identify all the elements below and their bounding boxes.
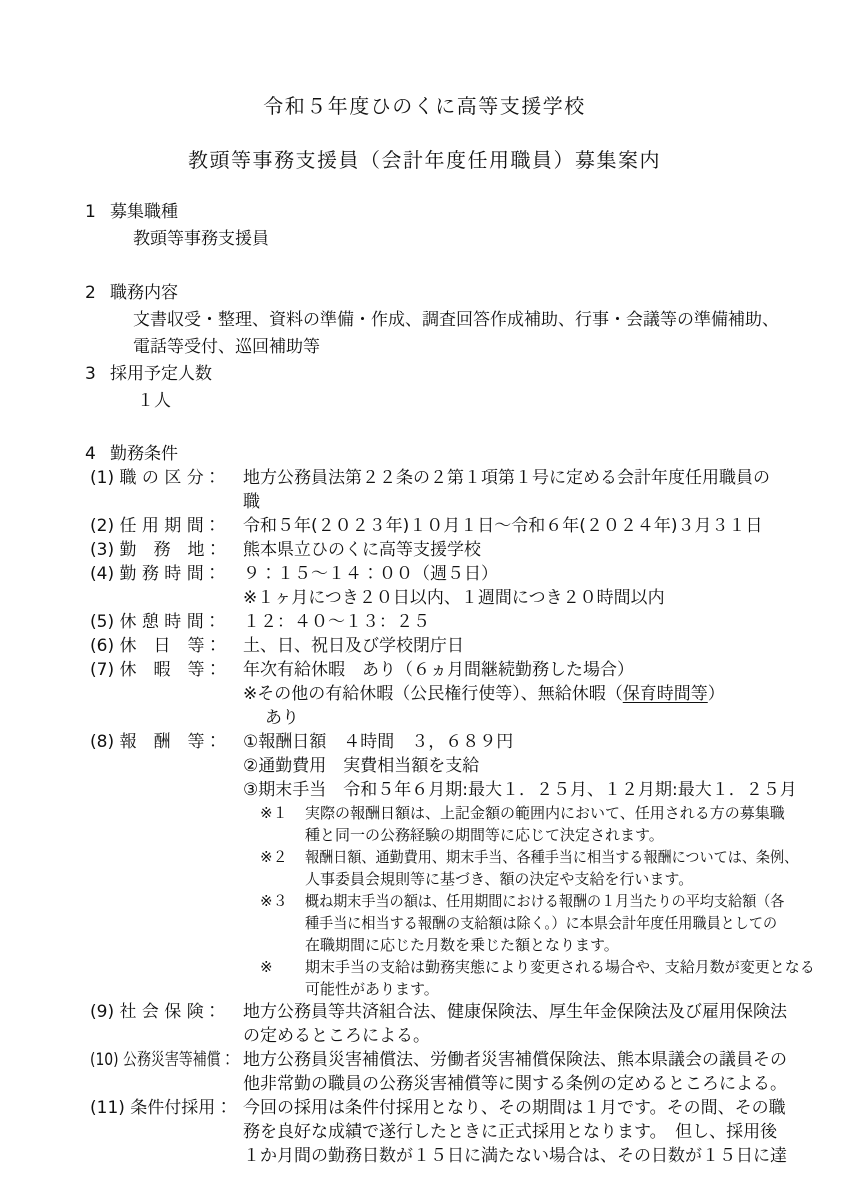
section-4-conditions	[85, 442, 821, 1168]
remuneration-notes	[260, 802, 821, 1000]
note-marker: ※	[260, 958, 273, 976]
condition-label-5: (5) 休 憩 時 間：	[90, 612, 221, 632]
condition-text: ①報酬日額 ４時間 ３，６８９円	[243, 732, 514, 752]
note-text: 可能性があります。	[305, 980, 439, 998]
section-1-line: 教頭等事務支援員	[133, 229, 269, 249]
condition-label-6: (6) 休 日 等：	[90, 636, 222, 656]
condition-row-2	[90, 514, 821, 538]
note-text: 種手当に相当する報酬の支給額は除く。）に本県会計年度任用職員としての	[305, 914, 778, 932]
condition-text: 熊本県立ひのくに高等支援学校	[243, 540, 481, 560]
section-1-number: 1	[85, 202, 96, 222]
section-2-line: 文書収受・整理、資料の準備・作成、調査回答作成補助、行事・会議等の準備補助、	[133, 310, 779, 330]
condition-label-2: (2) 任 用 期 間：	[90, 516, 221, 536]
section-1-heading: 募集職種	[110, 202, 178, 222]
condition-text: 地方公務員法第２２条の２第１項第１号に定める会計年度任用職員の	[243, 468, 770, 488]
note-text: 報酬日額、通勤費用、期末手当、各種手当に相当する報酬については、条例、	[305, 848, 799, 866]
condition-label-9: (9) 社 会 保 険：	[90, 1002, 221, 1022]
note-2	[260, 846, 821, 890]
note-1	[260, 802, 821, 846]
note-text: 実際の報酬日額は、上記金額の範囲内において、任用される方の募集職	[305, 804, 785, 822]
condition-note: あり	[265, 708, 299, 728]
condition-text: 務を良好な成績で遂行したときに正式採用となります。 但し、採用後	[243, 1122, 778, 1142]
section-2-heading: 職務内容	[110, 283, 178, 303]
document-subtitle: 教頭等事務支援員（会計年度任用職員）募集案内	[188, 148, 661, 172]
section-4-heading-row	[85, 442, 821, 466]
section-4-number: 4	[85, 444, 96, 464]
condition-row-6	[90, 634, 821, 658]
blank-line	[85, 415, 821, 442]
note-marker: ※２	[260, 848, 288, 866]
note-4	[260, 956, 821, 1000]
condition-text: 他非常勤の職員の公務災害補償等に関する条例の定めるところによる。	[243, 1074, 787, 1094]
note-text: 人事委員会規則等に基づき、額の決定や支給を行います。	[305, 870, 694, 888]
condition-row-3	[90, 538, 821, 562]
underlined-text: 保育時間等	[622, 684, 708, 704]
section-3-line: １人	[137, 391, 171, 411]
condition-row-5	[90, 610, 821, 634]
note-3	[260, 890, 821, 956]
condition-text: ③期末手当 令和５年６月期:最大１．２５月、１２月期:最大１．２５月	[243, 780, 797, 800]
condition-label-10: (10) 公務災害等補償：	[90, 1050, 235, 1070]
section-1-heading-row	[85, 199, 821, 226]
condition-text: 今回の採用は条件付採用となり、その期間は１月です。その間、その職	[243, 1098, 786, 1118]
condition-text: 令和５年(２０２３年)１０月１日～令和６年(２０２４年)３月３１日	[243, 516, 763, 536]
section-2-heading-row	[85, 280, 821, 307]
document-body	[85, 199, 821, 1168]
condition-text: 地方公務員等共済組合法、健康保険法、厚生年金保険法及び雇用保険法	[243, 1002, 787, 1022]
condition-text: 土、日、祝日及び学校閉庁日	[243, 636, 464, 656]
condition-row-11	[90, 1096, 821, 1168]
condition-text: ②通勤費用 実費相当額を支給	[243, 756, 480, 776]
note-marker: ※１	[260, 804, 288, 822]
section-3-heading-row	[85, 361, 821, 388]
condition-label-3: (3) 勤 務 地：	[90, 540, 222, 560]
condition-label-8: (8) 報 酬 等：	[90, 732, 222, 752]
condition-text: ９：１５～１４：００（週５日）	[243, 564, 498, 584]
note-marker: ※３	[260, 892, 288, 910]
section-3-number: 3	[85, 364, 96, 384]
condition-row-7	[90, 658, 821, 730]
condition-text: 年次有給休暇 あり（６ヵ月間継続勤務した場合）	[243, 660, 634, 680]
section-2-line: 電話等受付、巡回補助等	[133, 337, 320, 357]
condition-label-4: (4) 勤 務 時 間：	[90, 564, 221, 584]
note-text: 在職期間に応じた月数を乗じた額となります。	[305, 936, 619, 954]
condition-row-1	[90, 466, 821, 514]
condition-text: 地方公務員災害補償法、労働者災害補償保険法、熊本県議会の議員その	[243, 1050, 787, 1070]
note-text: 種と同一の公務経験の期間等に応じて決定されます。	[305, 826, 664, 844]
blank-line	[85, 253, 821, 280]
document-title: 令和５年度ひのくに高等支援学校	[263, 94, 586, 118]
condition-row-8	[90, 730, 821, 1000]
condition-text: 職	[243, 492, 260, 512]
condition-label-1: (1) 職 の 区 分：	[90, 468, 221, 488]
condition-label-7: (7) 休 暇 等：	[90, 660, 222, 680]
condition-row-4	[90, 562, 821, 610]
note-text: 概ね期末手当の額は、任用期間における報酬の１月当たりの平均支給額（各	[305, 892, 785, 910]
condition-row-10	[90, 1048, 821, 1096]
section-2-number: 2	[85, 283, 96, 303]
condition-note: ※１ヶ月につき２０日以内、１週間につき２０時間以内	[243, 588, 665, 608]
section-3-heading: 採用予定人数	[110, 364, 212, 384]
condition-label-11: (11) 条件付採用：	[90, 1098, 233, 1118]
condition-row-9	[90, 1000, 821, 1048]
condition-text: １か月間の勤務日数が１５日に満たない場合は、その日数が１５日に達	[243, 1146, 787, 1166]
condition-note: ※その他の有給休暇（公民権行使等）、無給休暇（保育時間等）	[243, 684, 725, 704]
note-text: 期末手当の支給は勤務実態により変更される場合や、支給月数が変更となる	[305, 958, 815, 976]
section-4-heading: 勤務条件	[110, 444, 178, 464]
condition-text: の定めるところによる。	[243, 1026, 430, 1046]
condition-text: １２：４０～１３：２５	[243, 612, 430, 632]
